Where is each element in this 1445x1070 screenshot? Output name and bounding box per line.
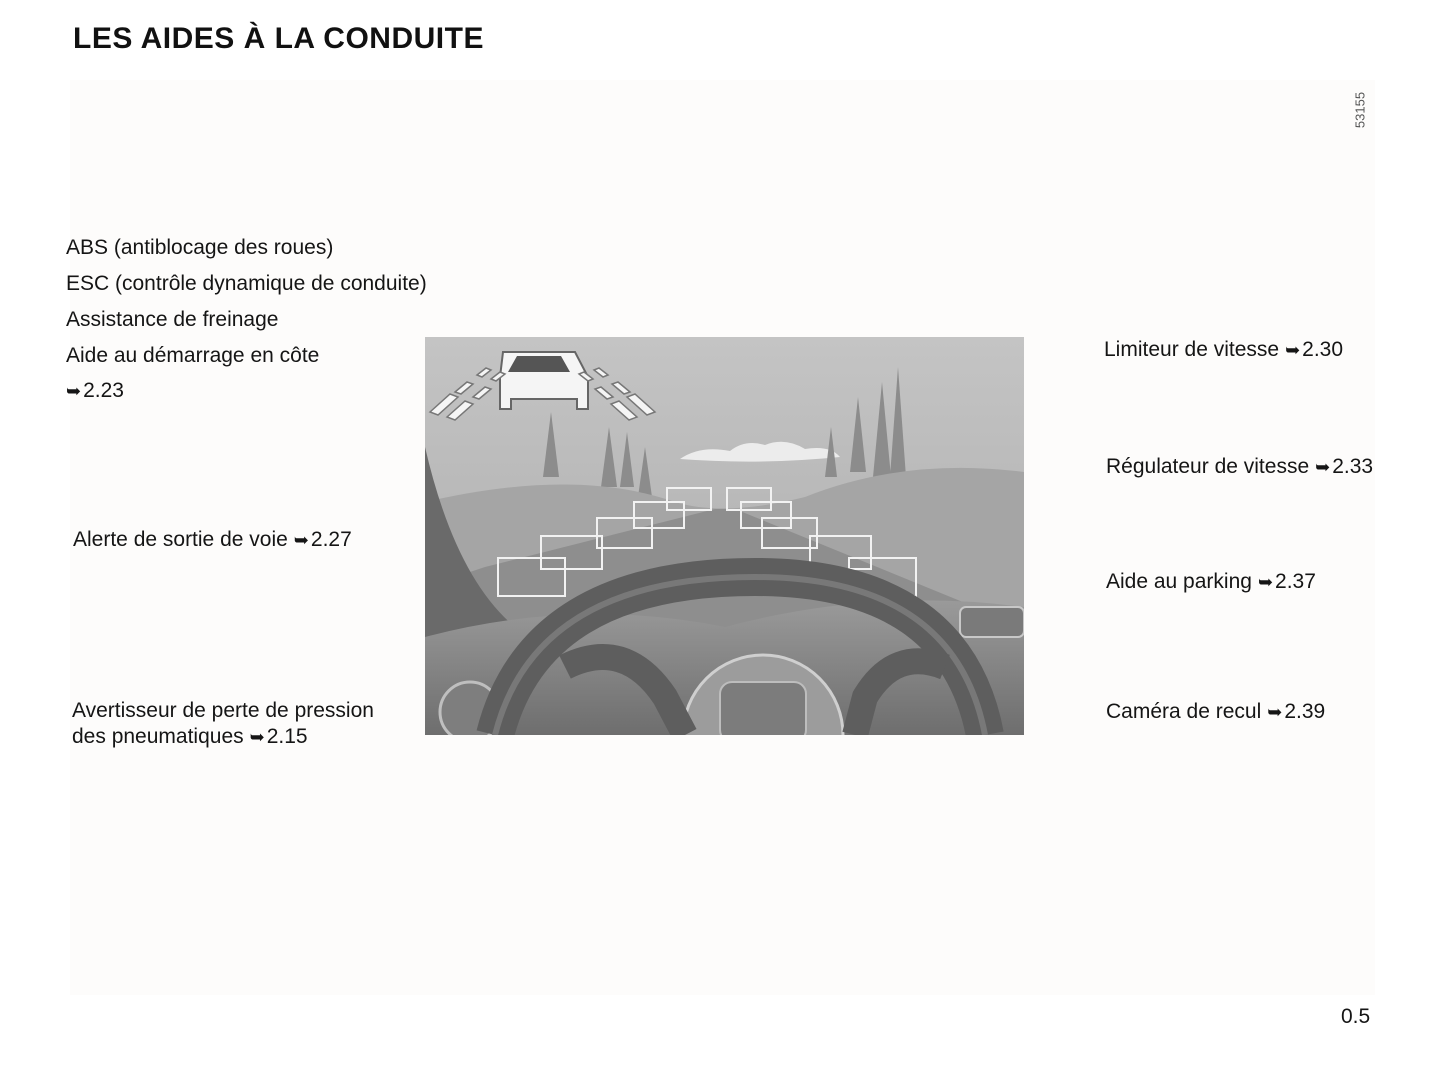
label-rear-camera[interactable]: [1106, 694, 1325, 730]
page-number: 0.5: [1341, 1005, 1371, 1028]
ref-number: 2.39: [1284, 700, 1326, 723]
ref-number: 2.15: [266, 725, 308, 748]
reference-arrow-icon: ➥: [1257, 572, 1274, 592]
ref-number: 2.37: [1275, 570, 1316, 593]
label-text: Limiteur de vitesse: [1104, 338, 1280, 361]
label-text: Alerte de sortie de voie: [73, 528, 288, 551]
reference-arrow-icon: ➥: [293, 530, 309, 550]
label-brake-assist-text: Assistance de freinage: [66, 308, 279, 331]
label-text-line1: Avertisseur de perte de pression: [72, 699, 374, 722]
page-title: LES AIDES À LA CONDUITE: [73, 22, 484, 55]
label-parking-aid[interactable]: [1106, 564, 1316, 600]
label-hill-start-text: Aide au démarrage en côte: [66, 344, 320, 367]
label-tyre-pressure[interactable]: [72, 698, 374, 750]
ref-number: 2.27: [310, 528, 352, 551]
label-hill-start: [66, 338, 319, 374]
reference-arrow-icon: ➥: [1285, 340, 1301, 360]
label-text: Caméra de recul: [1106, 700, 1262, 723]
label-text: Aide au parking: [1106, 570, 1252, 593]
reference-arrow-icon: ➥: [1315, 457, 1331, 477]
reference-arrow-icon: ➥: [66, 381, 82, 401]
label-text: Régulateur de vitesse: [1106, 455, 1310, 478]
figure-code: [1345, 88, 1375, 132]
label-lane-departure[interactable]: [73, 522, 352, 558]
ref-number: 2.33: [1332, 455, 1374, 478]
label-abs: [66, 230, 333, 266]
ref-number: 2.23: [83, 379, 124, 402]
reference-arrow-icon: ➥: [249, 727, 265, 747]
label-speed-limiter[interactable]: [1104, 332, 1343, 368]
label-brake-assist: [66, 302, 278, 338]
driving-aids-illustration: [425, 337, 1024, 735]
label-esc: [66, 266, 427, 302]
label-text-line2: des pneumatiques: [72, 725, 244, 748]
label-abs-text: ABS (antiblocage des roues): [66, 236, 334, 259]
reference-arrow-icon: ➥: [1267, 702, 1283, 722]
label-cruise-control[interactable]: [1106, 449, 1373, 485]
ref-number: 2.30: [1302, 338, 1344, 361]
group-page-ref[interactable]: [66, 373, 124, 409]
figure-code-text: 53155: [1352, 91, 1368, 129]
label-esc-text: ESC (contrôle dynamique de conduite): [66, 272, 427, 295]
